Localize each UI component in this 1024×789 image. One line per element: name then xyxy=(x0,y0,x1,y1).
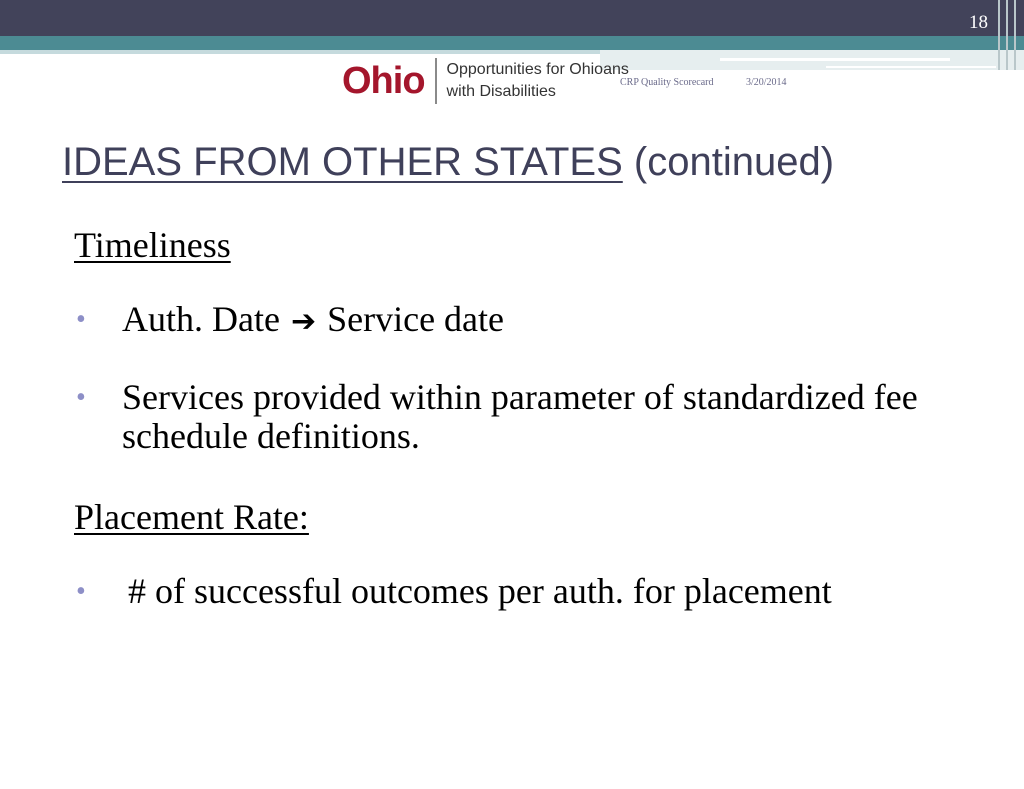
title-main: IDEAS FROM OTHER STATES xyxy=(62,140,623,184)
right-arrow-icon: ➔ xyxy=(290,304,317,339)
header-decor-line xyxy=(826,66,996,68)
header-decor-bar xyxy=(1014,0,1016,70)
bullet-marker: • xyxy=(76,304,86,335)
slide-body xyxy=(74,224,994,611)
bullet-text: Auth. Date xyxy=(122,299,280,339)
bullet-text: Service date xyxy=(327,299,505,339)
logo-line-1: Opportunities for Ohioans xyxy=(446,61,629,78)
section-heading: Timeliness xyxy=(74,225,231,265)
bullet-item xyxy=(74,378,994,456)
header-decor-bar xyxy=(1006,0,1008,70)
bullet-item xyxy=(74,572,994,611)
logo-divider xyxy=(435,58,437,104)
bullet-text: Services provided within parameter of standardized fee schedule definitions. xyxy=(122,377,918,456)
header-light-line xyxy=(0,50,600,54)
logo-wordmark: Ohio xyxy=(342,59,425,102)
ohio-ood-logo xyxy=(342,58,629,104)
header-decor-line xyxy=(720,58,950,61)
header-accent-stripe xyxy=(0,36,1024,50)
section-heading: Placement Rate: xyxy=(74,497,309,537)
header-bar xyxy=(0,0,1024,36)
header-decor-bar xyxy=(998,0,1000,70)
footer-date: 3/20/2014 xyxy=(746,77,787,88)
title-suffix: (continued) xyxy=(633,140,835,184)
footer-presentation-title: CRP Quality Scorecard xyxy=(620,77,714,88)
bullet-item xyxy=(74,300,994,341)
bullet-text: # of successful outcomes per auth. for placement xyxy=(128,571,832,611)
slide-title xyxy=(62,140,834,185)
logo-agency-name xyxy=(447,59,629,103)
bullet-marker: • xyxy=(76,576,86,607)
bullet-marker: • xyxy=(76,382,86,413)
logo-line-2: with Disabilities xyxy=(446,83,556,100)
slide-number: 18 xyxy=(969,12,988,33)
